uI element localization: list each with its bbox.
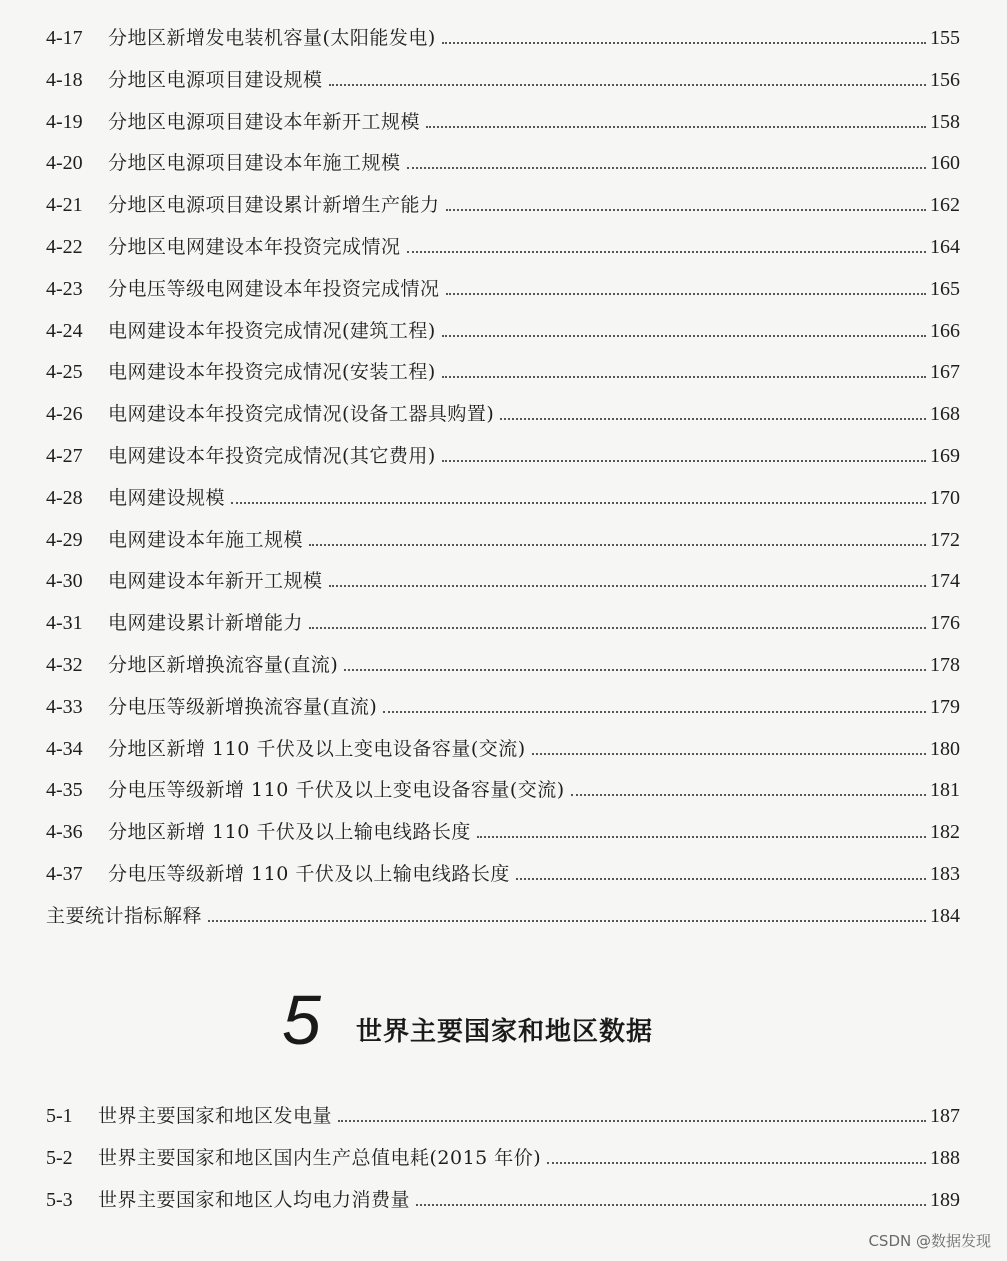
dot-leader [208,919,926,922]
toc-entry[interactable] [46,276,960,302]
toc-entry-title: 电网建设本年新开工规模 [108,570,323,593]
toc-entry-title: 电网建设规模 [108,486,226,509]
toc-entry-number: 4-28 [46,486,83,509]
toc-entry[interactable] [46,610,960,636]
toc-entry-page: 174 [930,570,960,593]
dot-leader [416,1203,926,1206]
toc-entry[interactable] [46,861,960,887]
toc-entry[interactable] [46,736,960,762]
dot-leader [309,626,926,629]
toc-entry-title: 分地区新增发电装机容量(太阳能发电) [108,27,436,49]
dot-leader [426,125,926,128]
toc-entry[interactable] [46,109,960,135]
toc-entry-title: 分地区电源项目建设本年施工规模 [108,152,401,175]
dot-leader [338,1119,926,1122]
toc-entry[interactable] [46,1145,960,1171]
toc-entry-number: 4-34 [46,737,83,760]
toc-entry-title: 分地区新增 110 千伏及以上变电设备容量(交流) [108,737,526,760]
toc-entry-number: 4-18 [46,68,83,91]
toc-entry[interactable] [46,67,960,93]
toc-entry-page: 181 [930,779,960,802]
toc-entry-page: 189 [930,1189,960,1211]
dot-leader [442,334,926,337]
toc-entry[interactable] [46,192,960,218]
toc-entry-number: 4-25 [46,361,83,384]
dot-leader [329,584,926,587]
toc-entry[interactable] [46,401,960,427]
toc-entry-page: 160 [930,152,960,175]
dot-leader [309,543,926,546]
toc-entry-page: 184 [930,904,960,927]
toc-entry-page: 176 [930,612,960,635]
toc-entry-number: 5-1 [46,1105,73,1127]
toc-entry-page: 170 [930,486,960,509]
toc-entry-page: 168 [930,403,960,426]
chapter-number: 5 [282,981,321,1059]
toc-entry[interactable] [46,568,960,594]
toc-entry-title: 分地区新增 110 千伏及以上输电线路长度 [108,821,471,844]
toc-entry-title: 分地区电源项目建设累计新增生产能力 [108,194,440,217]
toc-entry-title: 分电压等级新增 110 千伏及以上输电线路长度 [108,863,510,885]
toc-entry-number: 5-3 [46,1189,73,1211]
toc-entry-page: 188 [930,1147,960,1169]
toc-entry-title: 分电压等级新增换流容量(直流) [108,695,378,718]
toc-entry-number: 4-30 [46,570,83,593]
toc-entry[interactable] [46,819,960,845]
toc-entry[interactable] [46,903,960,929]
toc-entry-number: 4-17 [46,27,83,49]
dot-leader [442,41,926,44]
toc-entry[interactable] [46,359,960,385]
toc-entry-title: 电网建设本年投资完成情况(安装工程) [108,361,436,384]
toc-entry-number: 5-2 [46,1147,73,1169]
toc-entry-title: 分地区电源项目建设规模 [108,68,323,91]
toc-entry-title: 电网建设本年投资完成情况(其它费用) [108,445,436,467]
dot-leader [571,793,926,796]
toc-entry[interactable] [46,1187,960,1213]
toc-entry-page: 187 [930,1105,960,1127]
toc-entry-title: 分地区电源项目建设本年新开工规模 [108,110,421,133]
toc-entry-title: 主要统计指标解释 [46,904,203,927]
toc-entry-page: 180 [930,737,960,760]
toc-entry[interactable] [46,485,960,511]
toc-entry-title: 世界主要国家和地区国内生产总值电耗(2015 年价) [98,1147,542,1169]
toc-entry-number: 4-29 [46,528,83,551]
dot-leader [407,250,926,253]
dot-leader [344,668,926,671]
toc-entry-page: 178 [930,654,960,676]
dot-leader [231,501,926,504]
dot-leader [500,417,926,420]
toc-entry-page: 182 [930,821,960,844]
toc-entry-number: 4-24 [46,319,83,342]
toc-entry-number: 4-36 [46,821,83,844]
toc-entry[interactable] [46,1103,960,1129]
toc-entry-title: 分地区新增换流容量(直流) [108,654,339,676]
toc-entry-number: 4-32 [46,654,83,676]
toc-entry-page: 183 [930,863,960,885]
toc-entry[interactable] [46,443,960,469]
dot-leader [446,292,926,295]
dot-leader [477,835,926,838]
toc-entry-page: 162 [930,194,960,217]
toc-entry-number: 4-22 [46,236,83,258]
toc-entry-title: 电网建设本年投资完成情况(设备工器具购置) [108,403,495,426]
toc-entry-page: 179 [930,695,960,718]
toc-entry[interactable] [46,652,960,678]
toc-entry[interactable] [46,777,960,803]
toc-entry-title: 电网建设本年施工规模 [108,528,304,551]
toc-entry-number: 4-35 [46,779,83,802]
toc-entry-page: 172 [930,528,960,551]
dot-leader [532,752,926,755]
toc-entry-page: 164 [930,236,960,258]
dot-leader [442,459,926,462]
toc-entry-page: 169 [930,445,960,467]
toc-entry-page: 156 [930,68,960,91]
dot-leader [547,1161,926,1164]
toc-entry-page: 158 [930,110,960,133]
watermark: CSDN @数据发现 [868,1232,991,1250]
chapter-title: 世界主要国家和地区数据 [356,1017,654,1047]
toc-entry-number: 4-20 [46,152,83,175]
toc-entry[interactable] [46,694,960,720]
toc-entry-title: 分电压等级新增 110 千伏及以上变电设备容量(交流) [108,779,565,802]
toc-entry[interactable] [46,25,960,51]
toc-entry-title: 电网建设本年投资完成情况(建筑工程) [108,319,436,342]
toc-entry-number: 4-23 [46,277,83,300]
toc-entry-page: 155 [930,27,960,49]
toc-entry[interactable] [46,318,960,344]
chapter-heading [0,980,1007,1060]
toc-entry-number: 4-27 [46,445,83,467]
toc-entry-title: 分地区电网建设本年投资完成情况 [108,236,401,258]
dot-leader [446,208,926,211]
toc-entry-page: 167 [930,361,960,384]
toc-entry-page: 166 [930,319,960,342]
toc-entry-page: 165 [930,277,960,300]
toc-entry-title: 电网建设累计新增能力 [108,612,304,635]
toc-entry-title: 世界主要国家和地区发电量 [98,1105,333,1127]
dot-leader [329,83,926,86]
toc-entry-number: 4-26 [46,403,83,426]
toc-entry-title: 分电压等级电网建设本年投资完成情况 [108,277,440,300]
dot-leader [442,375,926,378]
toc-entry[interactable] [46,150,960,176]
toc-entry-number: 4-21 [46,194,83,217]
toc-entry-number: 4-19 [46,110,83,133]
dot-leader [407,166,926,169]
toc-entry[interactable] [46,234,960,260]
toc-entry[interactable] [46,527,960,553]
toc-entry-number: 4-37 [46,863,83,885]
dot-leader [383,710,926,713]
toc-entry-title: 世界主要国家和地区人均电力消费量 [98,1189,411,1211]
toc-entry-number: 4-31 [46,612,83,635]
toc-entry-number: 4-33 [46,695,83,718]
dot-leader [516,877,926,880]
